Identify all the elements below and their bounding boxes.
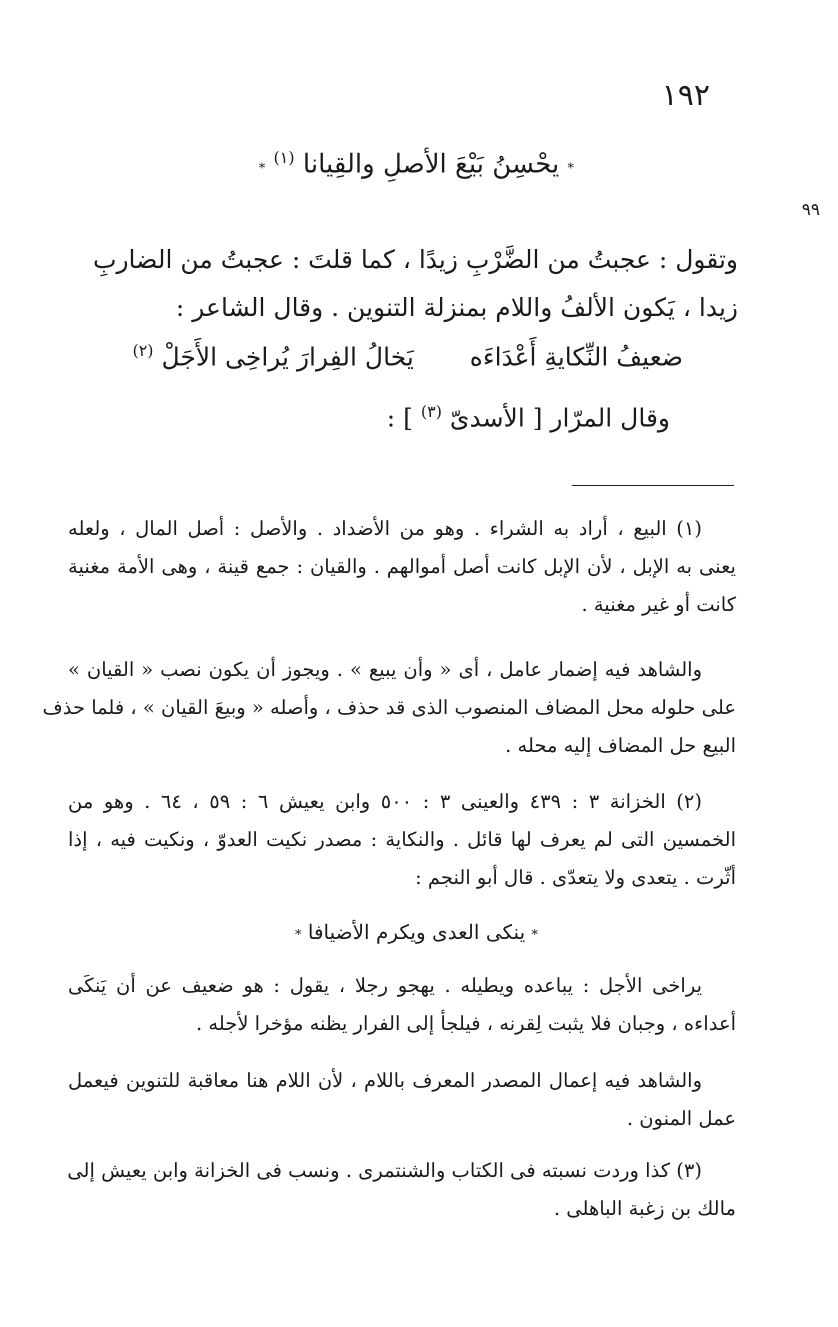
footnote-1 — [68, 510, 736, 624]
footnote-line: والشاهد فيه إعمال المصدر المعرف باللام ، لأن اللام هنا معاقبة للتنوين فيعمل — [68, 1069, 702, 1092]
verse-hemistich-first: ضعيفُ النِّكايةِ أَعْدَاءَه — [469, 342, 683, 372]
footnote-line: يراخى الأجل : يباعده ويطيله . يهجو رجلا ، يقول : هو ضعيف عن أن يَنكَى — [68, 974, 702, 997]
main-paragraph — [92, 236, 738, 332]
footnote-separator — [572, 485, 734, 486]
footnote-line: كانت أو غير مغنية . — [581, 593, 736, 616]
verse-star: * — [531, 928, 538, 943]
footnote-2-shahid — [68, 1062, 736, 1138]
footnote-ref: (٣) — [420, 402, 442, 421]
quote-text: وقال المرّار [ الأسدىّ — [449, 403, 670, 433]
footnote-3 — [68, 1152, 736, 1228]
poetry-verse — [132, 341, 683, 371]
footnote-line: أعداءه ، وجبان فلا يثبت لِقرنه ، فيلجأ إلى الفرار يظنه مؤخرا لأجله . — [195, 1012, 736, 1035]
footnote-line: أثّرت . يتعدى ولا يتعدّى . قال أبو النجم : — [415, 866, 736, 889]
footnote-line: مالك بن زغبة الباهلى . — [553, 1197, 736, 1220]
margin-number: ٩٩ — [801, 200, 820, 220]
verse-star: * — [295, 928, 302, 943]
main-line: زيدا ، يَكون الألفُ واللام بمنزلة التنوين . وقال الشاعر : — [175, 293, 738, 322]
footnote-2 — [68, 783, 736, 897]
footnote-line: (١) البيع ، أراد به الشراء . وهو من الأضداد . والأصل : أصل المال ، ولعله — [68, 517, 702, 540]
footnote-ref: (١) — [273, 148, 295, 167]
verse-text: ينكى العدى ويكرم الأضيافا — [307, 920, 526, 944]
footnote-ref: (٢) — [132, 341, 154, 360]
page-number: ١٩٢ — [661, 78, 710, 113]
footnote-line: عمل المنون . — [626, 1107, 736, 1130]
verse-star: * — [258, 161, 266, 177]
verse-hemistich-second: يَخالُ الفِرارَ يُراخِى الأَجَلْ — [161, 342, 414, 372]
footnote-line: (٣) كذا وردت نسبته فى الكتاب والشنتمرى . ونسب فى الخزانة وابن يعيش إلى — [67, 1159, 702, 1182]
footnote-line: والشاهد فيه إضمار عامل ، أى « وأن يبيع » . ويجوز أن يكون نصب « القيان » — [68, 658, 702, 681]
heading-verse — [259, 148, 574, 180]
quote-intro — [387, 402, 670, 432]
footnote-line: الخمسين التى لم يعرف لها قائل . والنكاية : مصدر نكيت العدوّ ، ونكيت فيه ، إذا — [68, 828, 736, 851]
footnote-line: البيع حل المضاف إليه محله . — [505, 734, 736, 757]
footnote-verse — [295, 920, 538, 944]
verse-star: * — [567, 161, 574, 177]
main-line: وتقول : عجبتُ من الضَّرْبِ زيدًا ، كما قلتَ : عجبتُ من الضاربِ — [92, 245, 738, 274]
footnote-line: (٢) الخزانة ٣ : ٤٣٩ والعينى ٣ : ٥٠٠ وابن يعيش ٦ : ٥٩ ، ٦٤ . وهو من — [68, 790, 703, 813]
footnote-line: يعنى به الإبل ، لأن الإبل كانت أصل أموالهم . والقيان : جمع قينة ، وهى الأمة مغنية — [68, 555, 736, 578]
quote-close: ] : — [386, 403, 413, 433]
footnote-line: على حلوله محل المضاف المنصوب الذى قد حذف ، وأصله « وبيعَ القيان » ، فلما حذف — [42, 696, 736, 719]
footnote-2-explanation — [68, 967, 736, 1043]
footnote-1-shahid — [42, 651, 736, 765]
verse-text: يحْسِنُ بَيْعَ الأصلِ والقِيانا — [302, 149, 560, 180]
